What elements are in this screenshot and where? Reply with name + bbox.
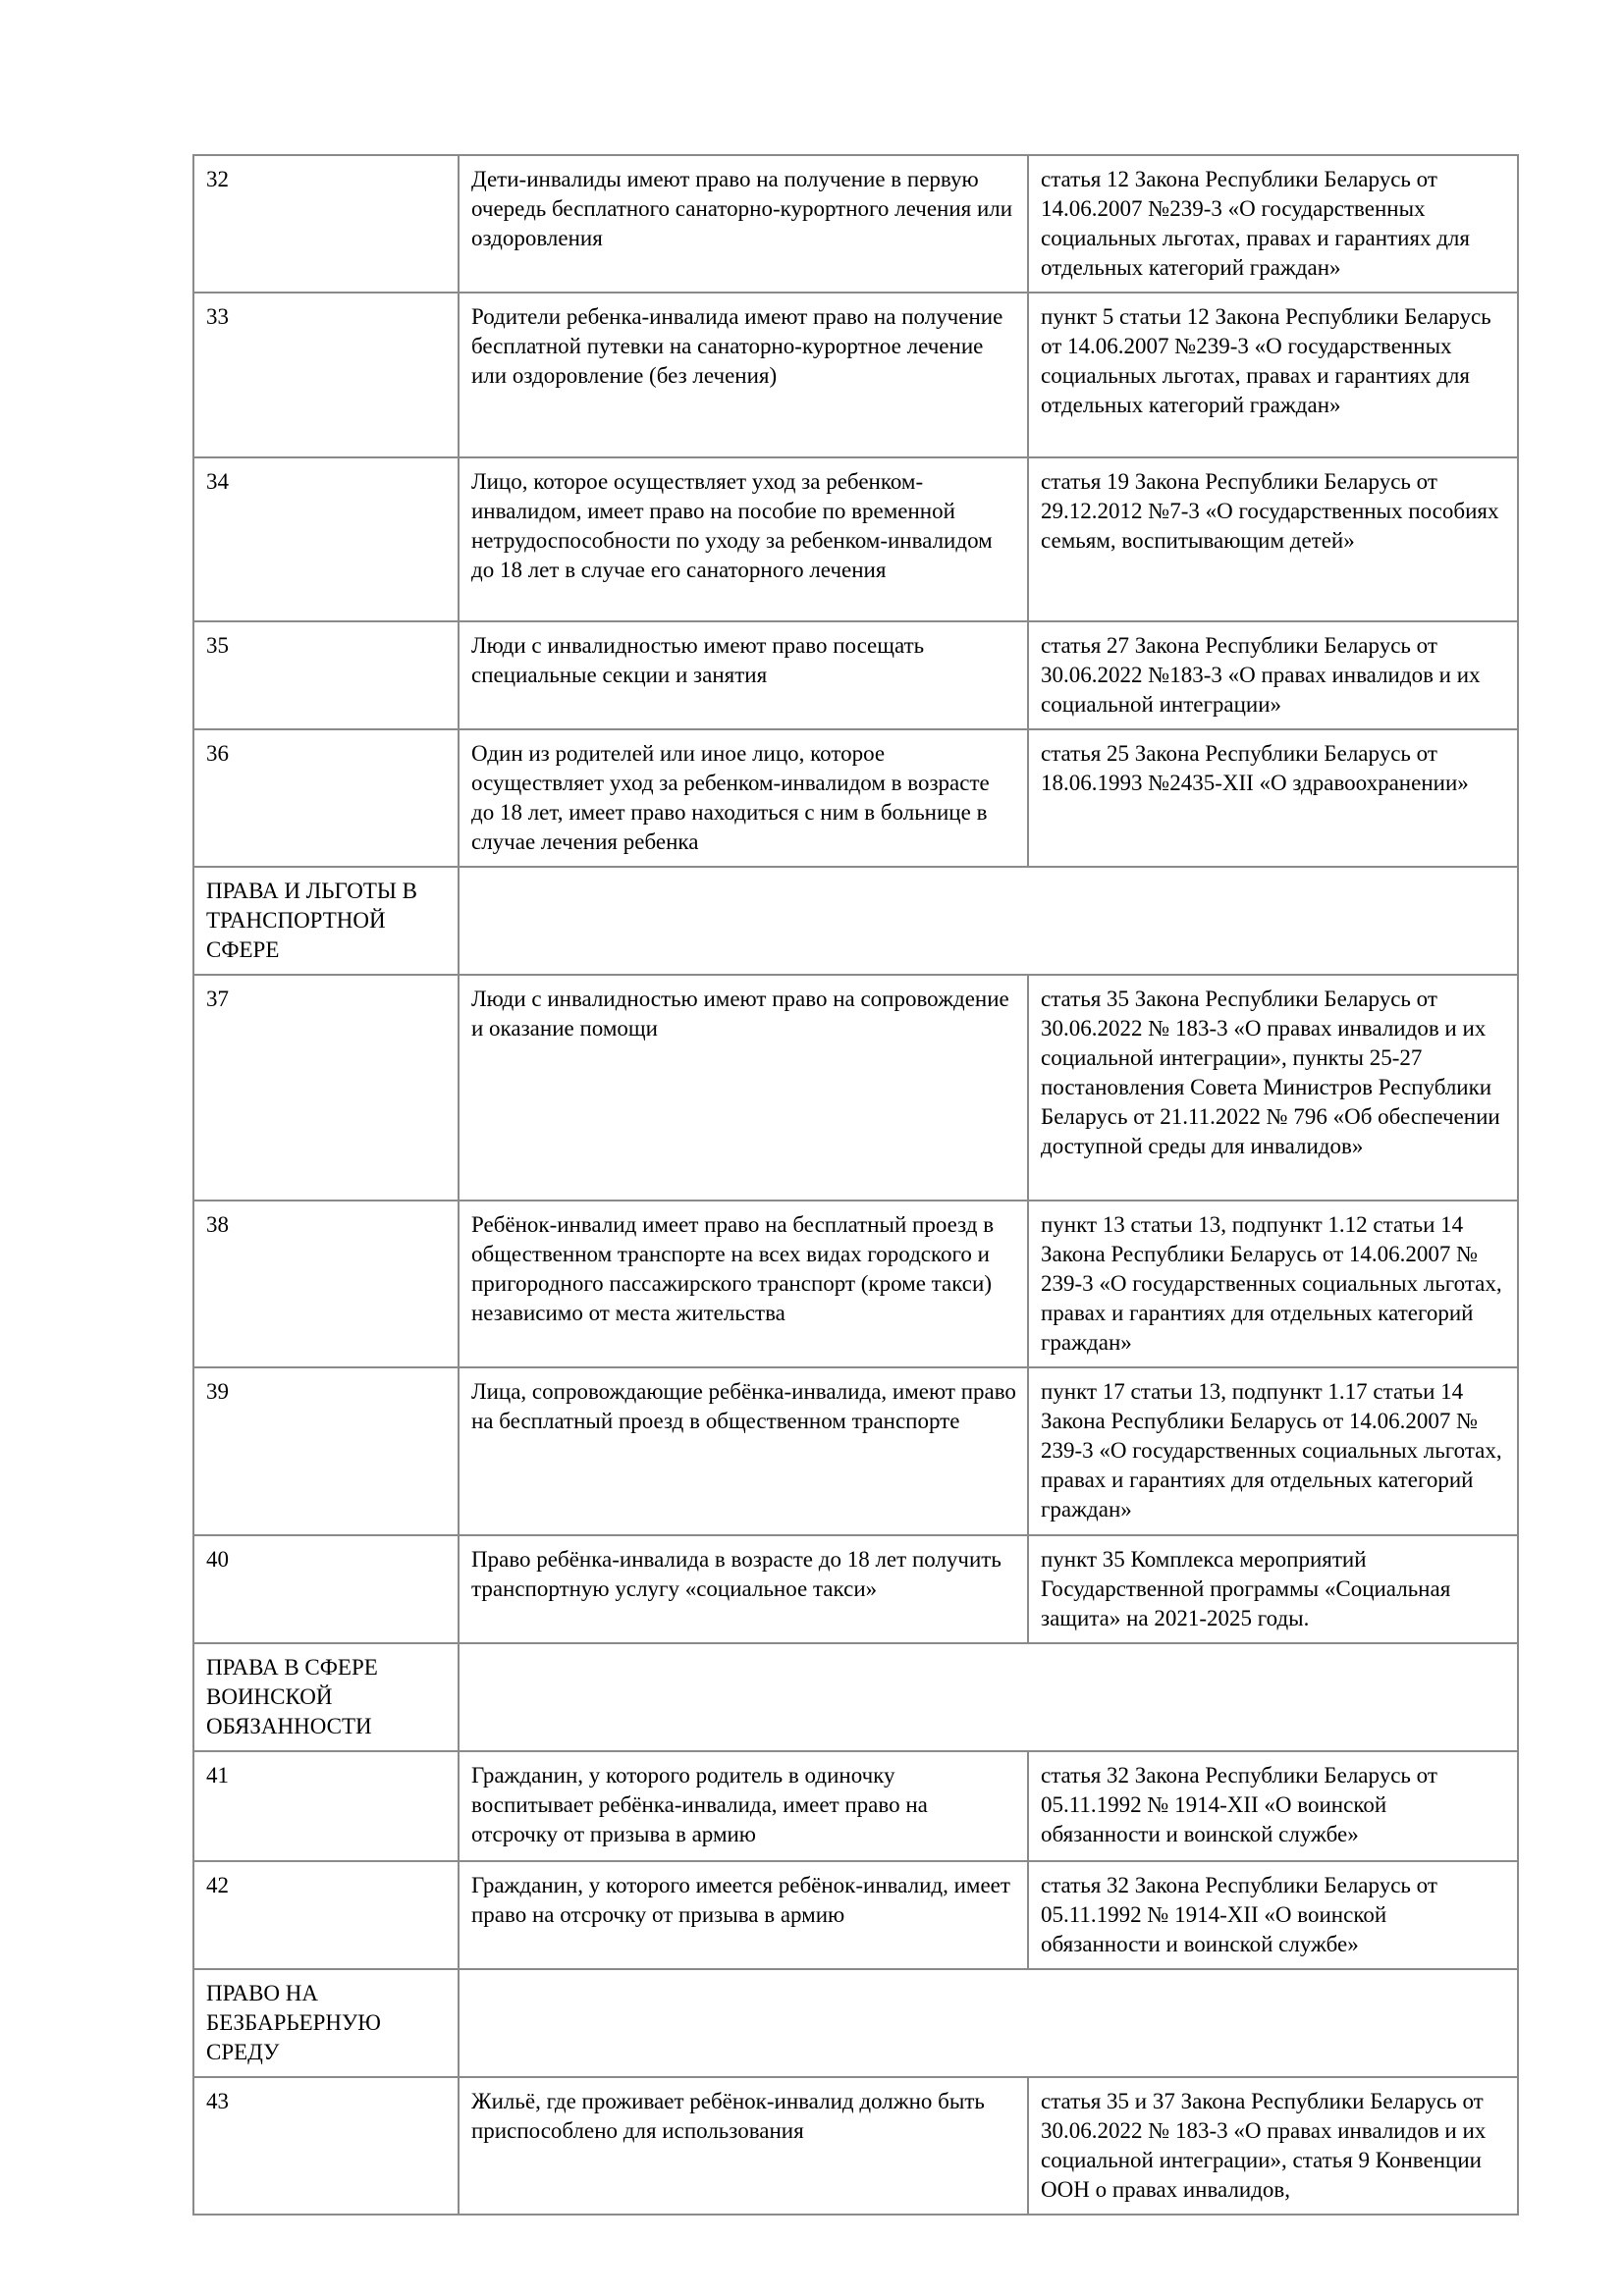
table-row	[193, 457, 1518, 621]
legal-basis-cell: статья 32 Закона Республики Беларусь от 05.11.1992 № 1914-XII «О воинской обязанности и воинской службе»	[1028, 1751, 1518, 1861]
row-number-cell: 43	[193, 2077, 459, 2215]
legal-basis-cell: статья 12 Закона Республики Беларусь от 14.06.2007 №239-3 «О государственных социальных льготах, правах и гарантиях для отдельных категорий граждан»	[1028, 155, 1518, 293]
table-row	[193, 975, 1518, 1201]
table-row	[193, 1201, 1518, 1367]
legal-basis-cell: статья 35 Закона Республики Беларусь от 30.06.2022 № 183-3 «О правах инвалидов и их социальной интеграции», пункты 25-27 постановления Совета Министров Республики Беларусь от 21.11.2022 № 796 «Об обеспечении доступной среды для инвалидов»	[1028, 975, 1518, 1201]
right-description-cell: Один из родителей или иное лицо, которое осуществляет уход за ребенком-инвалидом в возрасте до 18 лет, имеет право находиться с ним в больнице в случае лечения ребенка	[459, 729, 1028, 867]
legal-basis-cell: статья 19 Закона Республики Беларусь от 29.12.2012 №7-3 «О государственных пособиях семьям, воспитывающим детей»	[1028, 457, 1518, 621]
section-empty-cell	[459, 1643, 1518, 1751]
row-number-cell: 39	[193, 1367, 459, 1535]
right-description-cell: Родители ребенка-инвалида имеют право на получение бесплатной путевки на санаторно-курортное лечение или оздоровление (без лечения)	[459, 293, 1028, 457]
right-description-cell: Лица, сопровождающие ребёнка-инвалида, имеют право на бесплатный проезд в общественном транспорте	[459, 1367, 1028, 1535]
table-row	[193, 1861, 1518, 1969]
table-row	[193, 293, 1518, 457]
right-description-cell: Люди с инвалидностью имеют право на сопровождение и оказание помощи	[459, 975, 1028, 1201]
row-number-cell: 32	[193, 155, 459, 293]
right-description-cell: Гражданин, у которого родитель в одиночку воспитывает ребёнка-инвалида, имеет право на отсрочку от призыва в армию	[459, 1751, 1028, 1861]
row-number-cell: 33	[193, 293, 459, 457]
right-description-cell: Право ребёнка-инвалида в возрасте до 18 лет получить транспортную услугу «социальное такси»	[459, 1535, 1028, 1643]
legal-basis-cell: статья 35 и 37 Закона Республики Беларусь от 30.06.2022 № 183-3 «О правах инвалидов и их социальной интеграции», статья 9 Конвенции ООН о правах инвалидов,	[1028, 2077, 1518, 2215]
section-empty-cell	[459, 867, 1518, 975]
legal-basis-cell: статья 32 Закона Республики Беларусь от 05.11.1992 № 1914-XII «О воинской обязанности и воинской службе»	[1028, 1861, 1518, 1969]
legal-basis-cell: пункт 5 статьи 12 Закона Республики Беларусь от 14.06.2007 №239-3 «О государственных социальных льготах, правах и гарантиях для отдельных категорий граждан»	[1028, 293, 1518, 457]
legal-basis-cell: статья 25 Закона Республики Беларусь от 18.06.1993 №2435-XII «О здравоохранении»	[1028, 729, 1518, 867]
table-row	[193, 1751, 1518, 1861]
table-row	[193, 155, 1518, 293]
row-number-cell: 37	[193, 975, 459, 1201]
rights-benefits-table	[192, 154, 1519, 2216]
legal-basis-cell: статья 27 Закона Республики Беларусь от 30.06.2022 №183-3 «О правах инвалидов и их социальной интеграции»	[1028, 621, 1518, 729]
row-number-cell: 35	[193, 621, 459, 729]
row-number-cell: 38	[193, 1201, 459, 1367]
section-header-row	[193, 1643, 1518, 1751]
right-description-cell: Люди с инвалидностью имеют право посещать специальные секции и занятия	[459, 621, 1028, 729]
table-row	[193, 621, 1518, 729]
right-description-cell: Дети-инвалиды имеют право на получение в первую очередь бесплатного санаторно-курортного лечения или оздоровления	[459, 155, 1028, 293]
table-row	[193, 729, 1518, 867]
right-description-cell: Лицо, которое осуществляет уход за ребенком-инвалидом, имеет право на пособие по временной нетрудоспособности по уходу за ребенком-инвалидом до 18 лет в случае его санаторного лечения	[459, 457, 1028, 621]
section-header-row	[193, 867, 1518, 975]
section-title-cell: ПРАВО НА БЕЗБАРЬЕРНУЮ СРЕДУ	[193, 1969, 459, 2077]
right-description-cell: Жильё, где проживает ребёнок-инвалид должно быть приспособлено для использования	[459, 2077, 1028, 2215]
row-number-cell: 36	[193, 729, 459, 867]
row-number-cell: 40	[193, 1535, 459, 1643]
row-number-cell: 42	[193, 1861, 459, 1969]
table-row	[193, 2077, 1518, 2215]
row-number-cell: 34	[193, 457, 459, 621]
legal-basis-cell: пункт 35 Комплекса мероприятий Государственной программы «Социальная защита» на 2021-2025 годы.	[1028, 1535, 1518, 1643]
section-title-cell: ПРАВА В СФЕРЕ ВОИНСКОЙ ОБЯЗАННОСТИ	[193, 1643, 459, 1751]
section-empty-cell	[459, 1969, 1518, 2077]
table-row	[193, 1535, 1518, 1643]
right-description-cell: Ребёнок-инвалид имеет право на бесплатный проезд в общественном транспорте на всех видах городского и пригородного пассажирского транспорт (кроме такси) независимо от места жительства	[459, 1201, 1028, 1367]
legal-basis-cell: пункт 13 статьи 13, подпункт 1.12 статьи 14 Закона Республики Беларусь от 14.06.2007 № 239-3 «О государственных социальных льготах, правах и гарантиях для отдельных категорий граждан»	[1028, 1201, 1518, 1367]
row-number-cell: 41	[193, 1751, 459, 1861]
section-title-cell: ПРАВА И ЛЬГОТЫ В ТРАНСПОРТНОЙ СФЕРЕ	[193, 867, 459, 975]
right-description-cell: Гражданин, у которого имеется ребёнок-инвалид, имеет право на отсрочку от призыва в армию	[459, 1861, 1028, 1969]
table-row	[193, 1367, 1518, 1535]
legal-basis-cell: пункт 17 статьи 13, подпункт 1.17 статьи 14 Закона Республики Беларусь от 14.06.2007 № 239-3 «О государственных социальных льготах, правах и гарантиях для отдельных категорий граждан»	[1028, 1367, 1518, 1535]
section-header-row	[193, 1969, 1518, 2077]
